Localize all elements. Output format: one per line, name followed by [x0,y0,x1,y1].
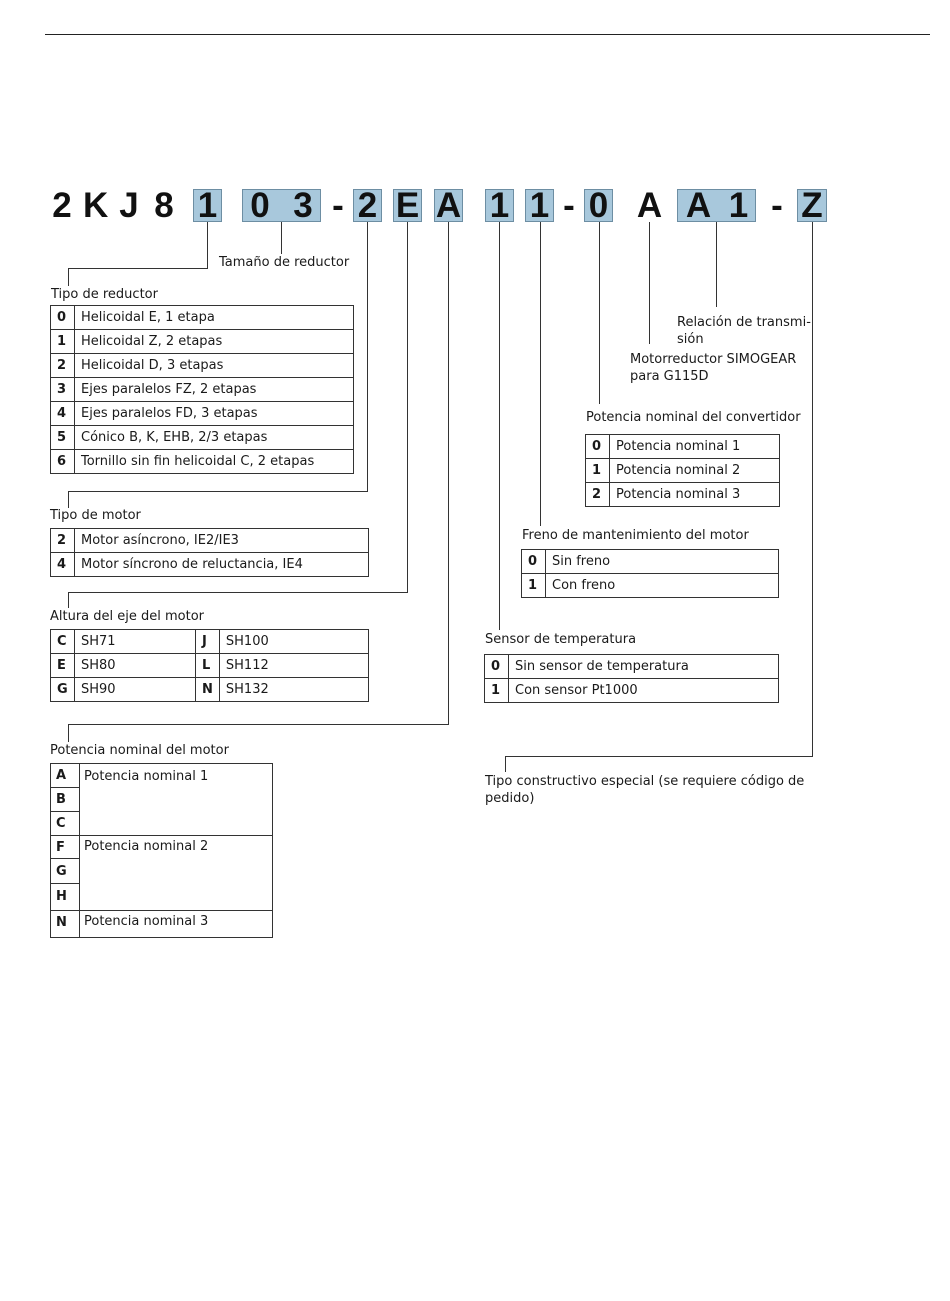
option-key: N [56,915,67,930]
option-text: Motor síncrono de reluctancia, IE4 [75,553,369,577]
code-char: 1 [728,186,749,225]
label-brake: Freno de mantenimiento del motor [522,528,749,543]
option-text: Helicoidal D, 3 etapas [75,354,354,378]
option-key: 0 [522,550,546,574]
code-char: - [563,186,575,225]
option-key: 5 [51,426,75,450]
table-row [51,306,354,330]
option-text: Con freno [546,574,779,598]
option-key: B [51,788,79,812]
table-row [51,426,354,450]
option-key: 0 [485,655,509,679]
code-char: A [435,186,462,225]
option-text: SH100 [219,630,368,654]
table-row [51,529,369,553]
option-text: SH132 [219,678,368,702]
label-simogear-line2: para G115D [630,369,709,384]
option-key: 0 [51,306,75,330]
option-key: 2 [586,483,610,507]
label-special-line2: pedido) [485,791,535,806]
table-row [51,553,369,577]
label-converter-power: Potencia nominal del convertidor [586,410,801,425]
option-text: Potencia nominal 1 [610,435,780,459]
table-row [586,483,780,507]
group-divider [51,910,272,911]
option-key: 4 [51,402,75,426]
option-text: Potencia nominal 3 [84,914,209,929]
option-key: 1 [51,330,75,354]
option-text: SH112 [219,654,368,678]
option-key: 3 [51,378,75,402]
option-text: Ejes paralelos FD, 3 etapas [75,402,354,426]
table-row [586,459,780,483]
option-text: Potencia nominal 2 [610,459,780,483]
option-text: SH71 [75,630,196,654]
option-text: Motor asíncrono, IE2/IE3 [75,529,369,553]
label-temp-sensor: Sensor de temperatura [485,632,637,647]
code-char: Z [801,186,823,225]
option-key: G [51,859,79,884]
code-char: 1 [529,186,550,225]
option-key: 1 [522,574,546,598]
table-row [51,354,354,378]
option-text: Potencia nominal 2 [84,839,209,854]
code-char: 1 [489,186,510,225]
leader-gear-type [69,222,208,286]
code-char: 2 [52,186,72,225]
table-row [485,655,779,679]
code-char: - [771,186,783,225]
table-row [522,550,779,574]
shaft-height-table [50,629,369,702]
table-row [51,450,354,474]
label-motor-power: Potencia nominal del motor [50,743,229,758]
label-ratio-line1: Relación de transmi- [677,315,811,330]
code-char: 3 [293,186,313,225]
brake-table [521,549,779,598]
option-key: C [56,816,66,831]
table-row [586,435,780,459]
label-ratio-line2: sión [677,332,704,347]
option-text: SH80 [75,654,196,678]
option-key: G [51,678,75,702]
motor-type-table [50,528,369,577]
code-char: 2 [357,186,378,225]
option-text: Con sensor Pt1000 [509,679,779,703]
option-key: J [196,630,220,654]
code-char: A [685,186,712,225]
label-gear-type: Tipo de reductor [51,287,158,302]
option-key: E [51,654,75,678]
table-row [51,630,369,654]
code-char: 0 [588,186,609,225]
table-row [51,378,354,402]
option-text: Sin sensor de temperatura [509,655,779,679]
option-key: 1 [586,459,610,483]
option-key: 2 [51,529,75,553]
option-text: Helicoidal E, 1 etapa [75,306,354,330]
code-char: 0 [250,186,270,225]
table-row [51,330,354,354]
option-text: Potencia nominal 1 [84,769,209,784]
code-char: 1 [197,186,218,225]
table-row [51,402,354,426]
group-divider [51,835,272,836]
option-text: SH90 [75,678,196,702]
option-key: 0 [586,435,610,459]
option-key: H [56,889,67,904]
code-char: - [332,186,344,225]
table-row [522,574,779,598]
option-key: 1 [485,679,509,703]
option-key: A [51,764,79,788]
temp-sensor-table [484,654,779,703]
table-row [51,678,369,702]
option-text: Tornillo sin fin helicoidal C, 2 etapas [75,450,354,474]
code-char: J [119,186,139,225]
label-gear-size: Tamaño de reductor [219,255,350,270]
option-key: L [196,654,220,678]
code-char: E [395,186,420,225]
motor-power-table [50,763,273,938]
option-text: Sin freno [546,550,779,574]
option-text: Potencia nominal 3 [610,483,780,507]
label-shaft-height: Altura del eje del motor [50,609,205,624]
option-text: Cónico B, K, EHB, 2/3 etapas [75,426,354,450]
option-key: 6 [51,450,75,474]
option-key: N [196,678,220,702]
option-key: 4 [51,553,75,577]
option-text: Helicoidal Z, 2 etapas [75,330,354,354]
column-divider [79,764,80,937]
label-special-line1: Tipo constructivo especial (se requiere código de [485,774,805,789]
label-motor-type: Tipo de motor [50,508,141,523]
option-key: F [51,836,79,859]
code-char: K [83,186,109,225]
code-char: A [636,186,663,225]
option-text: Ejes paralelos FZ, 2 etapas [75,378,354,402]
gear-type-table [50,305,354,474]
table-row [485,679,779,703]
converter-power-table [585,434,780,507]
option-key: 2 [51,354,75,378]
table-row [51,654,369,678]
label-simogear-line1: Motorreductor SIMOGEAR [630,352,797,367]
option-key: C [51,630,75,654]
code-char: 8 [154,186,174,225]
